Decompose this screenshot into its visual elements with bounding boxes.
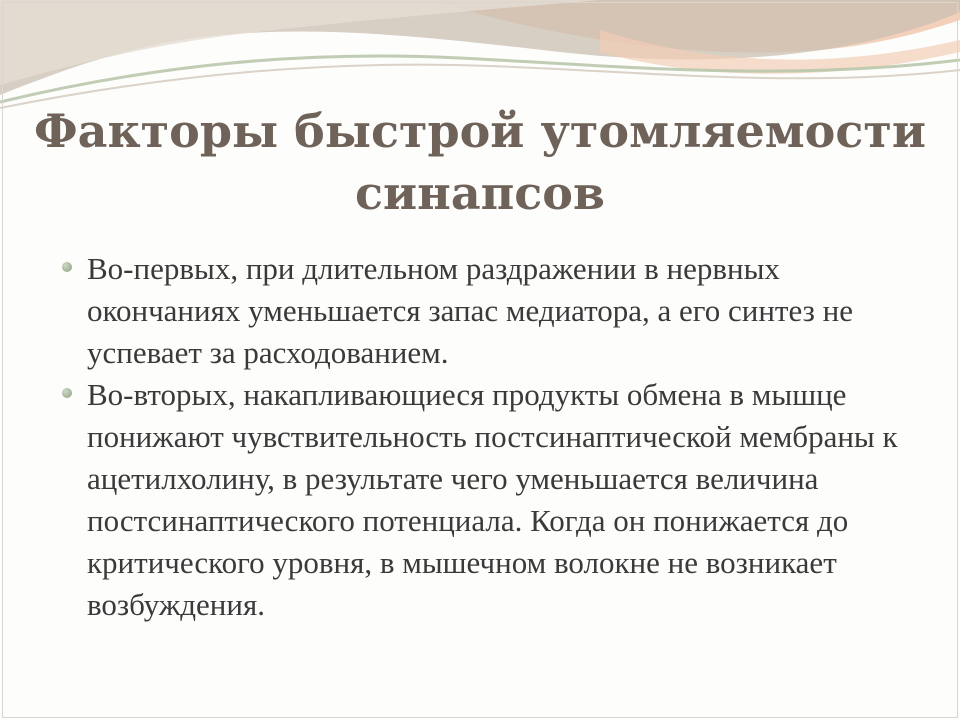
title-line-1: Факторы быстрой утомляемости	[34, 104, 926, 158]
bullet-item-1	[60, 248, 910, 374]
bullet-text-2: Во-вторых, накапливающиеся продукты обмена в мышце понижают чувствительность постсинаптической мембраны к ацетилхолину, в результате чего уменьшается величина постсинаптического потенциала. Когда он понижается до критического уровня, в мышечном волокне не возникает возбуждения.	[87, 377, 898, 622]
bullet-list	[60, 248, 910, 626]
bullet-dot-icon	[62, 262, 72, 272]
slide-title	[0, 100, 960, 224]
slide-body	[60, 248, 910, 626]
bullet-dot-icon	[62, 388, 72, 398]
bullet-text-1: Во-первых, при длительном раздражении в нервных окончаниях уменьшается запас медиатора, а его синтез не успевает за расходованием.	[87, 251, 853, 370]
title-line-2: синапсов	[355, 166, 605, 220]
bullet-item-2	[60, 374, 910, 626]
